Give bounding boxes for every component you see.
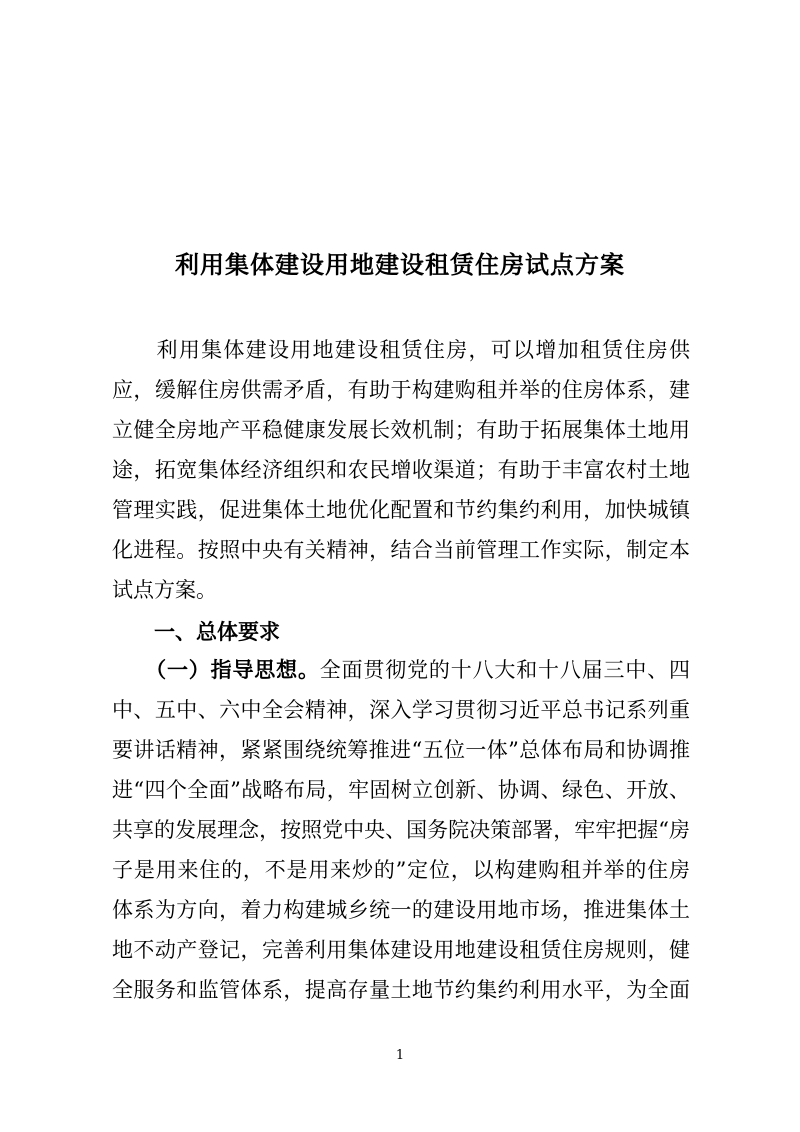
body-line: 地不动产登记，完善利用集体建设用地建设租赁住房规则，健 [112,938,690,962]
body-line: 进“四个全面”战略布局，牢固树立创新、协调、绿色、开放、 [112,778,690,802]
body-line: 共享的发展理念，按照党中央、国务院决策部署，牢牢把握“房 [112,818,690,842]
intro-line: 试点方案。 [112,578,217,602]
intro-line: 应，缓解住房供需矛盾，有助于构建购租并举的住房体系，建 [112,378,690,402]
body-line: 子是用来住的，不是用来炒的”定位，以构建购租并举的住房 [112,858,690,882]
page-number: 1 [395,1048,405,1063]
section-heading: 一、总体要求 [112,620,280,644]
subsection-text: 全面贯彻党的十八大和十八届三中、四 [319,658,690,682]
intro-line: 化进程。按照中央有关精神，结合当前管理工作实际，制定本 [112,538,690,562]
body-line: 要讲话精神，紧紧围绕统筹推进“五位一体”总体布局和协调推 [112,738,690,762]
intro-line: 利用集体建设用地建设租赁住房，可以增加租赁住房供 [112,338,690,362]
document-title: 利用集体建设用地建设租赁住房试点方案 [175,251,625,279]
subsection-first-line [112,655,690,685]
intro-line: 管理实践，促进集体土地优化配置和节约集约利用，加快城镇 [112,498,690,522]
body-line: 全服务和监管体系，提高存量土地节约集约利用水平，为全面 [112,978,690,1002]
intro-line: 立健全房地产平稳健康发展长效机制；有助于拓展集体土地用 [112,418,690,442]
body-line: 中、五中、六中全会精神，深入学习贯彻习近平总书记系列重 [112,698,690,722]
subsection-label: （一）指导思想。 [112,657,320,682]
intro-line: 途，拓宽集体经济组织和农民增收渠道；有助于丰富农村土地 [112,458,690,482]
body-line: 体系为方向，着力构建城乡统一的建设用地市场，推进集体土 [112,898,690,922]
